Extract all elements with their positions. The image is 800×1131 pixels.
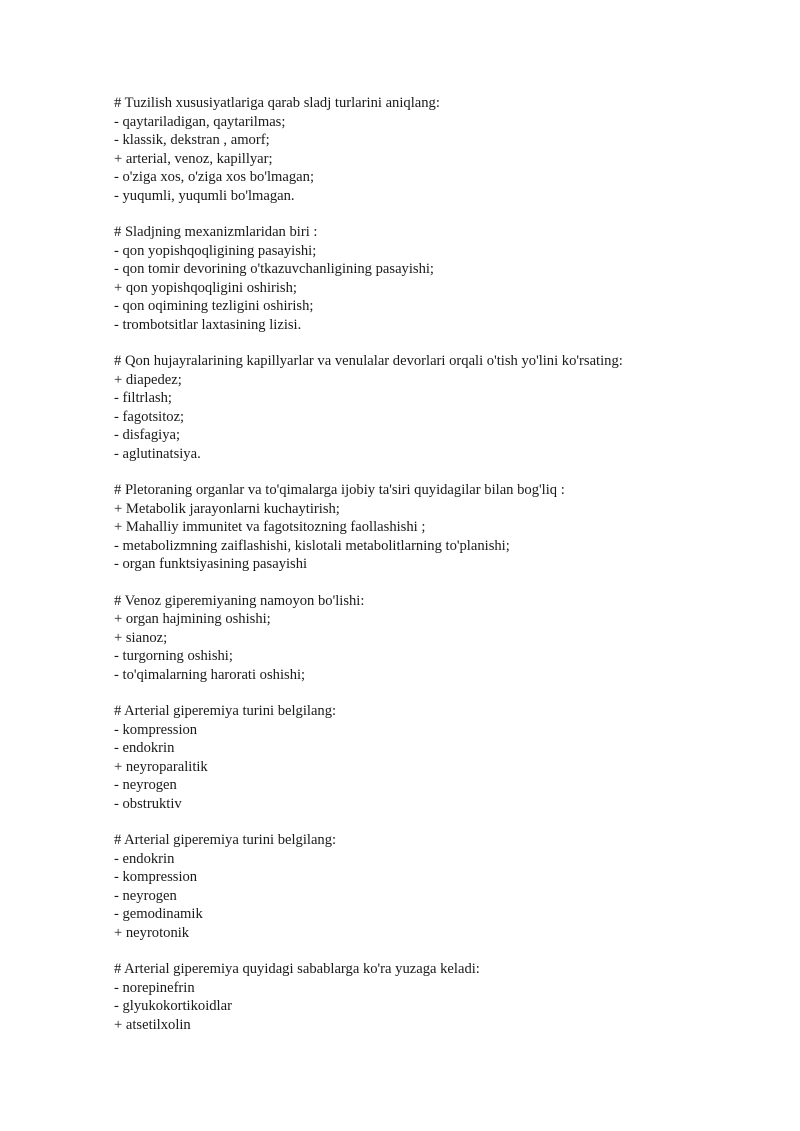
answer-option: + Mahalliy immunitet va fagotsitozning faollashishi ; [114,519,426,535]
answer-option: - obstruktiv [114,795,182,812]
answer-option: - fagotsitoz; [114,408,185,425]
answer-option: - organ funktsiyasining pasayishi [114,556,308,572]
answer-option: - metabolizmning zaiflashishi, kislotali metabolitlarning to'planishi; [114,537,510,554]
answer-option: - qaytariladigan, qaytarilmas; [114,113,286,130]
answer-option: - neyrogen [114,777,177,793]
answer-option: - o'ziga xos, o'ziga xos bo'lmagan; [114,169,314,185]
question-text: # Venoz giperemiyaning namoyon bo'lishi: [114,592,365,609]
answer-option: - neyrogen [114,887,177,904]
question-block [114,223,774,334]
answer-option: - glyukokortikoidlar [114,998,232,1014]
answer-option: + qon yopishqoqligini oshirish; [114,279,297,296]
question-block [114,831,774,942]
question-block [114,702,774,813]
answer-option: + neyrotonik [114,924,190,941]
answer-option: - norepinefrin [114,979,195,996]
document-page [114,94,774,1052]
answer-option: + atsetilxolin [114,1016,191,1033]
answer-option: + organ hajmining oshishi; [114,611,271,627]
answer-option: - aglutinatsiya. [114,445,201,462]
answer-option: - qon oqimining tezligini oshirish; [114,298,314,314]
answer-option: - to'qimalarning harorati oshishi; [114,666,306,683]
answer-option: - disfagiya; [114,427,181,443]
answer-option: - qon yopishqoqligining pasayishi; [114,242,317,259]
question-text: # Arterial giperemiya quyidagi sabablarga ko'ra yuzaga keladi: [114,961,480,977]
answer-option: + Metabolik jarayonlarni kuchaytirish; [114,500,340,517]
question-text: # Tuzilish xususiyatlariga qarab sladj turlarini aniqlang: [114,95,440,111]
answer-option: - klassik, dekstran , amorf; [114,132,270,148]
answer-option: - filtrlash; [114,390,172,406]
answer-option: - endokrin [114,850,175,867]
answer-option: + arterial, venoz, kapillyar; [114,150,273,167]
answer-option: - yuqumli, yuqumli bo'lmagan. [114,187,295,204]
answer-option: + sianoz; [114,629,168,646]
answer-option: - kompression [114,721,198,738]
answer-option: - gemodinamik [114,906,203,922]
question-block [114,481,774,574]
question-text: # Arterial giperemiya turini belgilang: [114,832,337,848]
question-text: # Qon hujayralarining kapillyarlar va venulalar devorlari orqali o'tish yo'lini ko'rsating: [114,353,623,369]
question-block [114,960,774,1034]
question-block [114,352,774,463]
question-block [114,94,774,205]
question-text: # Pletoraning organlar va to'qimalarga ijobiy ta'siri quyidagilar bilan bog'liq : [114,482,565,498]
answer-option: - trombotsitlar laxtasining lizisi. [114,316,302,333]
answer-option: - turgorning oshishi; [114,648,233,664]
question-text: # Arterial giperemiya turini belgilang: [114,703,337,719]
answer-option: - endokrin [114,740,175,756]
question-block [114,592,774,685]
answer-option: - kompression [114,869,198,885]
answer-option: + diapedez; [114,371,182,388]
answer-option: - qon tomir devorining o'tkazuvchanligining pasayishi; [114,261,434,277]
question-text: # Sladjning mexanizmlaridan biri : [114,224,318,240]
answer-option: + neyroparalitik [114,758,208,775]
